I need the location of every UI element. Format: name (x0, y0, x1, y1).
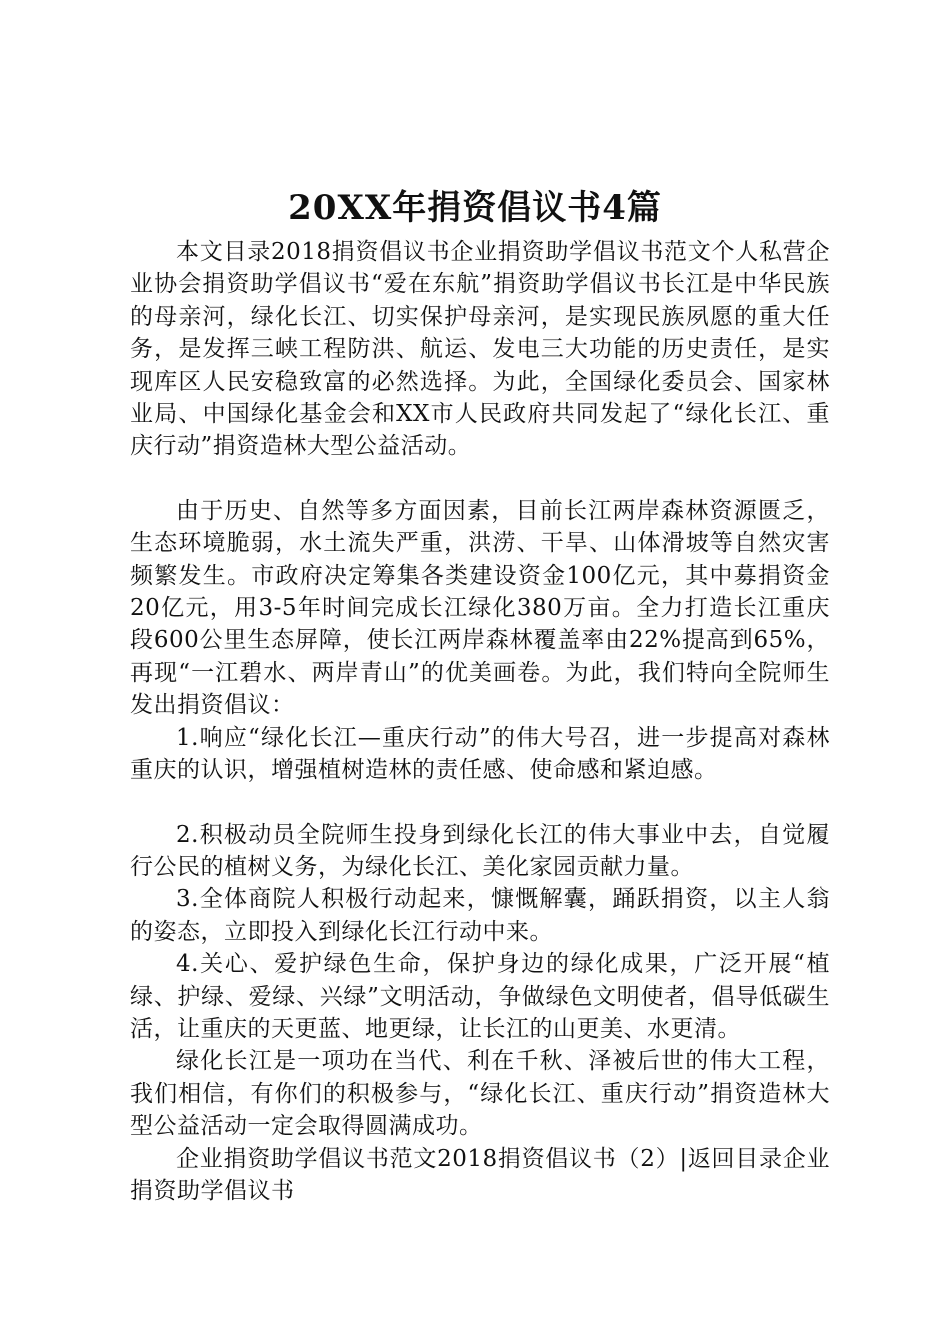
document-body (130, 236, 830, 1207)
paragraph-item-1: 1.响应“绿化长江—重庆行动”的伟大号召，进一步提高对森林重庆的认识，增强植树造林的责任感、使命感和紧迫感。 (130, 724, 830, 784)
paragraph-conclusion: 绿化长江是一项功在当代、利在千秋、泽被后世的伟大工程，我们相信，有你们的积极参与，“绿化长江、重庆行动”捐资造林大型公益活动一定会取得圆满成功。 (130, 1048, 830, 1140)
paragraph-next-section: 企业捐资助学倡议书范文2018捐资倡议书（2）|返回目录企业捐资助学倡议书 (130, 1145, 830, 1204)
paragraph-item-3: 3.全体商院人积极行动起来，慷慨解囊，踊跃捐资，以主人翁的姿态，立即投入到绿化长江行动中来。 (130, 886, 830, 945)
paragraph-background: 由于历史、自然等多方面因素，目前长江两岸森林资源匮乏，生态环境脆弱，水土流失严重，洪涝、干旱、山体滑坡等自然灾害频繁发生。市政府决定筹集各类建设资金100亿元，其中募捐资金20亿元，用3-5年时间完成长江绿化380万亩。全力打造长江重庆段600公里生态屏障，使长江两岸森林覆盖率由22%提高到65%，再现“一江碧水、两岸青山”的优美画卷。为此，我们特向全院师生发出捐资倡议： (130, 497, 830, 719)
paragraph-intro: 本文目录2018捐资倡议书企业捐资助学倡议书范文个人私营企业协会捐资助学倡议书“爱在东航”捐资助学倡议书长江是中华民族的母亲河，绿化长江、切实保护母亲河，是实现民族夙愿的重大任务，是发挥三峡工程防洪、航运、发电三大功能的历史责任，是实现库区人民安稳致富的必然选择。为此，全国绿化委员会、国家林业局、中国绿化基金会和XX市人民政府共同发起了“绿化长江、重庆行动”捐资造林大型公益活动。 (130, 239, 830, 460)
paragraph-item-2: 2.积极动员全院师生投身到绿化长江的伟大事业中去，自觉履行公民的植树义务，为绿化长江、美化家园贡献力量。 (130, 821, 830, 880)
paragraph-item-4: 4.关心、爱护绿色生命，保护身边的绿化成果，广泛开展“植绿、护绿、爱绿、兴绿”文明活动，争做绿色文明使者，倡导低碳生活，让重庆的天更蓝、地更绿，让长江的山更美、水更清。 (130, 951, 830, 1042)
document-title: 20XX年捐资倡议书4篇 (288, 188, 662, 228)
